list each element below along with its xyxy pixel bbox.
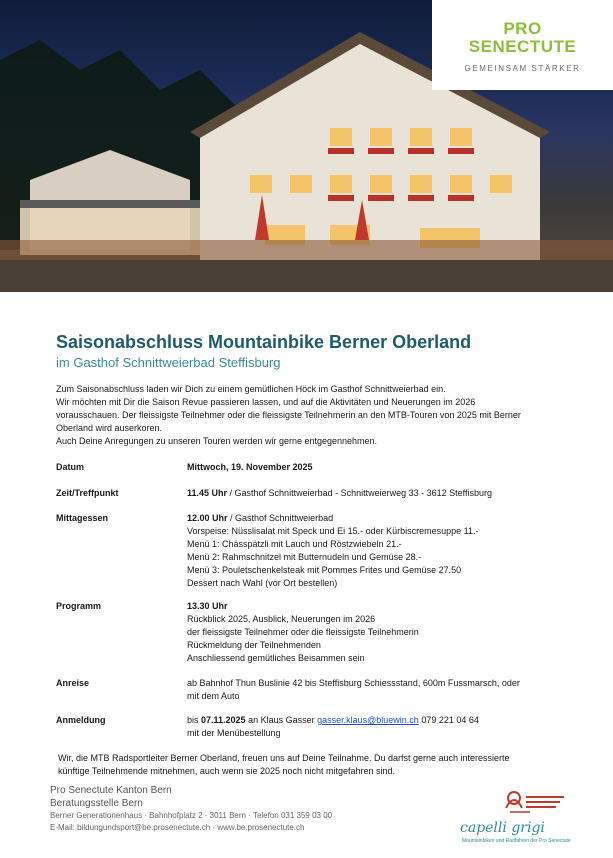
intro-line: vorausschauen. Der fleissigste Teilnehmer oder die fleissigste Teilnehmerin an den MTB-Touren von 2025 mit Berner	[56, 410, 521, 420]
email-link[interactable]: gasser.klaus@bluewin.ch	[317, 715, 419, 725]
programm-line: Anschliessend gemütliches Beisammen sein	[187, 653, 365, 663]
zeit-location: / Gasthof Schnittweierbad - Schnittweierweg 33 - 3612 Steffisburg	[227, 488, 493, 498]
mittag-label: Mittagessen	[56, 513, 109, 523]
datum-value: Mittwoch, 19. November 2025	[187, 462, 313, 472]
mittag-location: / Gasthof Schnittweierbad	[227, 513, 334, 523]
closing-text	[58, 752, 578, 778]
anmeldung-prefix: bis	[187, 715, 202, 725]
zeit-time: 11.45 Uhr	[187, 488, 228, 498]
capelli-grigi-logo: capelli grigi	[460, 820, 545, 836]
anreise-line: ab Bahnhof Thun Buslinie 42 bis Steffisburg Schiessstand, 600m Fussmarsch, oder	[187, 678, 520, 688]
logo-line1: PRO	[503, 19, 542, 38]
anmeldung-phone: 079 221 04 64	[418, 715, 479, 725]
closing-line: künftige Teilnehmende mitnehmen, auch wenn sie 2025 noch nicht mitgefahren sind.	[58, 766, 396, 776]
programm-time: 13.30 Uhr	[187, 601, 228, 611]
intro-line: Zum Saisonabschluss laden wir Dich zu einem gemütlichen Höck im Gasthof Schnittweierbad ein.	[56, 384, 446, 394]
logo-tagline: GEMEINSAM STÄRKER	[464, 64, 581, 73]
footer	[50, 784, 332, 834]
pro-senectute-logo	[432, 0, 613, 90]
intro-text	[56, 383, 556, 448]
programm-line: Rückblick 2025, Ausblick, Neuerungen im 2026	[187, 614, 376, 624]
page-subtitle: im Gasthof Schnittweierbad Steffisburg	[56, 355, 281, 370]
anmeldung-label: Anmeldung	[56, 715, 106, 725]
programm-line: Rückmeldung der Teilnehmenden	[187, 640, 321, 650]
anmeldung-note: mit der Menübestellung	[187, 728, 281, 738]
programm-label: Programm	[56, 601, 102, 611]
menu-line: Menü 3: Pouletschenkelsteak mit Pommes Frites und Gemüse 27.50	[187, 565, 462, 575]
logo-line2: SENECTUTE	[468, 37, 577, 56]
menu-line: Menü 2: Rahmschnitzel mit Butternudeln und Gemüse 28.-	[187, 552, 422, 562]
menu-line: Vorspeise: Nüsslisalat mit Speck und Ei 15.- oder Kürbiscremesuppe 11.-	[187, 526, 479, 536]
footer-office: Beratungsstelle Bern	[50, 798, 143, 809]
intro-line: Oberland wird auserkoren.	[56, 423, 163, 433]
anreise-label: Anreise	[56, 678, 90, 688]
datum-label: Datum	[56, 462, 85, 472]
footer-org: Pro Senectute Kanton Bern	[50, 785, 172, 796]
anreise-line: mit dem Auto	[187, 691, 240, 701]
page-title: Saisonabschluss Mountainbike Berner Oberland	[56, 332, 472, 352]
intro-line: Auch Deine Anregungen zu unseren Touren werden wir gerne entgegennehmen.	[56, 436, 378, 446]
zeit-label: Zeit/Treffpunkt	[56, 488, 119, 498]
anmeldung-contact: an Klaus Gasser	[245, 715, 318, 725]
closing-line: Wir, die MTB Radsportleiter Berner Oberland, freuen uns auf Deine Teilnahme. Du darfst gerne auch interessierte	[58, 753, 510, 763]
sport-logo-icon	[500, 786, 570, 818]
footer-address: Berner Generationenhaus · Bahnhofplatz 2 · 3011 Bern · Telefon 031 359 03 00	[50, 811, 333, 820]
capelli-grigi-tagline: Mountainbiken und Radfahren der Pro Senectute	[462, 838, 571, 844]
menu-line: Dessert nach Wahl (vor Ort bestellen)	[187, 578, 338, 588]
menu-line: Menü 1: Chässpätzli mit Lauch und Röstzwiebeln 21.-	[187, 539, 402, 549]
programm-line: der fleissigste Teilnehmer oder die fleissigste Teilnehmerin	[187, 627, 419, 637]
anmeldung-date: 07.11.2025	[201, 715, 246, 725]
mittag-time: 12.00 Uhr	[187, 513, 228, 523]
intro-line: Wir möchten mit Dir die Saison Revue passieren lassen, und auf die Aktivitäten und Neuerungen im 2026	[56, 397, 476, 407]
footer-email: E-Mail: bildungundsport@be.prosenectute.ch · www.be.prosenectute.ch	[50, 823, 305, 832]
